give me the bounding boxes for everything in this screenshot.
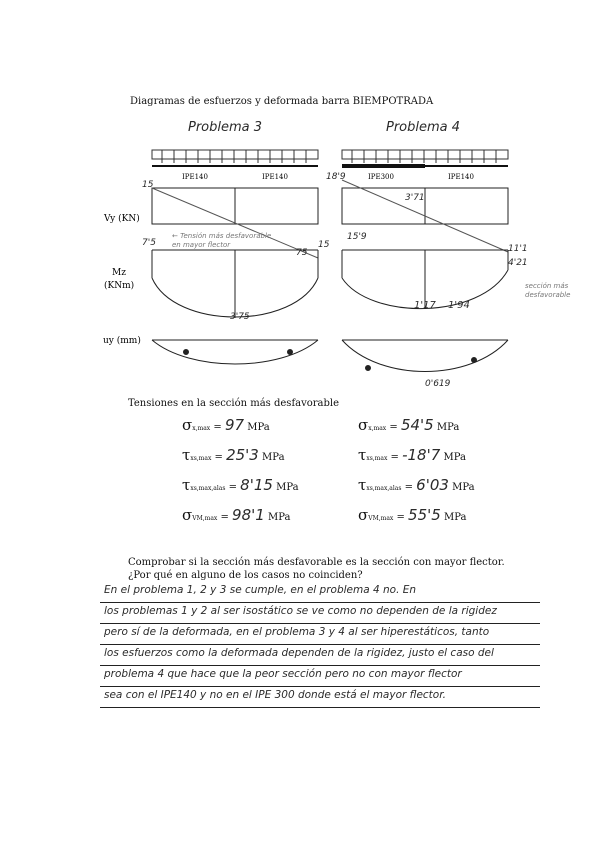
subscript: xs,max,alas (190, 485, 226, 492)
moment-value: 1'94 (448, 300, 470, 311)
subscript: VM,max (368, 515, 394, 522)
moment-value: 3'75 (230, 312, 250, 322)
tension-value: 55'5 (408, 506, 441, 524)
tension-value: 54'5 (400, 416, 434, 434)
annotation-note-p4: sección más desfavorable (525, 282, 571, 299)
distributed-load-p4 (342, 150, 508, 163)
beam-label-p4-right: IPE140 (448, 173, 474, 181)
tension-row-p4: σVM,max = 55'5 MPa (358, 506, 467, 524)
answer-line: pero sí de la deformada, en el problema 3 y 4 al ser hiperestáticos, tanto (100, 624, 540, 645)
tension-value: -18'7 (402, 446, 441, 464)
moment-axis-label: Mz (112, 268, 126, 278)
moment-value: 15'9 (347, 232, 367, 242)
tension-value: 97 (224, 416, 245, 434)
distributed-load-p3 (152, 150, 318, 163)
unit-label: MPa (452, 482, 475, 493)
problem-3-label: Problema 3 (188, 120, 263, 135)
unit-label: MPa (436, 422, 460, 433)
shear-value: 75 (296, 248, 308, 258)
symbol: σ (182, 506, 193, 524)
shear-value: 15 (142, 180, 154, 190)
subscript: xs,max (190, 455, 212, 462)
answer-line: los esfuerzos como la deformada dependen de la rigidez, justo el caso del (100, 645, 540, 666)
subscript: x,max (368, 425, 387, 432)
subscript: VM,max (192, 515, 218, 522)
symbol: τ (182, 476, 191, 494)
diagrams-svg (0, 0, 600, 400)
question-text: Comprobar si la sección más desfavorable es la sección con mayor flector. ¿Por qué en alguno de los casos no coinciden? (128, 557, 505, 581)
tension-row-p3: τxs,max = 25'3 MPa (182, 446, 285, 464)
symbol: τ (358, 476, 367, 494)
moment-value: 1'17 (414, 300, 436, 311)
unit-label: MPa (268, 512, 291, 523)
tension-value: 6'03 (416, 476, 449, 494)
unit-label: MPa (443, 452, 466, 463)
moment-value: 7'5 (142, 238, 156, 248)
tension-value: 8'15 (240, 476, 273, 494)
symbol: τ (182, 446, 191, 464)
symbol: σ (358, 506, 369, 524)
tension-value: 98'1 (232, 506, 265, 524)
deflection-value: 0'619 (425, 379, 451, 389)
tension-row-p3: τxs,max,alas = 8'15 MPa (182, 476, 299, 494)
answer-line: problema 4 que hace que la peor sección pero no con mayor flector (100, 666, 540, 687)
symbol: σ (182, 416, 193, 434)
moment-axis-unit: (KNm) (104, 281, 135, 291)
shear-axis-label: Vy (KN) (104, 214, 140, 224)
page-title: Diagramas de esfuerzos y deformada barra BIEMPOTRADA (130, 96, 434, 107)
symbol: σ (358, 416, 369, 434)
tension-row-p4: τxs,max = -18'7 MPa (358, 446, 466, 464)
subscript: x,max (192, 425, 211, 432)
unit-label: MPa (276, 482, 299, 493)
moment-diagram-p3 (152, 250, 318, 318)
answer-area[interactable] (100, 582, 540, 708)
beam-label-p4-left: IPE300 (368, 173, 394, 181)
beam-label-p3-right: IPE140 (262, 173, 288, 181)
problem-4-label: Problema 4 (386, 120, 461, 135)
unit-label: MPa (247, 422, 270, 433)
tension-row-p4: σx,max = 54'5 MPa (358, 416, 460, 434)
deflection-p4 (342, 340, 508, 372)
subscript: xs,max,alas (366, 485, 402, 492)
tensions-header: Tensiones en la sección más desfavorable (128, 398, 340, 409)
unit-label: MPa (262, 452, 285, 463)
shear-value: 11'1 (508, 244, 528, 254)
symbol: τ (358, 446, 367, 464)
annotation-note-p3: ← Tensión más desfavorable en mayor flector (172, 232, 272, 249)
tension-row-p3: σVM,max = 98'1 MPa (182, 506, 291, 524)
answer-line: En el problema 1, 2 y 3 se cumple, en el problema 4 no. En (100, 582, 540, 603)
tension-row-p4: τxs,max,alas = 6'03 MPa (358, 476, 475, 494)
answer-line: sea con el IPE140 y no en el IPE 300 donde está el mayor flector. (100, 687, 540, 708)
deflection-axis-label: uy (mm) (103, 336, 141, 346)
subscript: xs,max (366, 455, 388, 462)
shear-value: 15 (318, 240, 330, 250)
answer-line: los problemas 1 y 2 al ser isostático se ve como no dependen de la rigidez (100, 603, 540, 624)
deflection-p3 (152, 340, 318, 364)
tension-value: 25'3 (226, 446, 259, 464)
shear-value: 18'9 (326, 172, 346, 182)
beam-label-p3-left: IPE140 (182, 173, 208, 181)
shear-value: 3'71 (405, 193, 425, 203)
moment-value: 4'21 (508, 258, 528, 268)
unit-label: MPa (444, 512, 467, 523)
tension-row-p3: σx,max = 97 MPa (182, 416, 270, 434)
